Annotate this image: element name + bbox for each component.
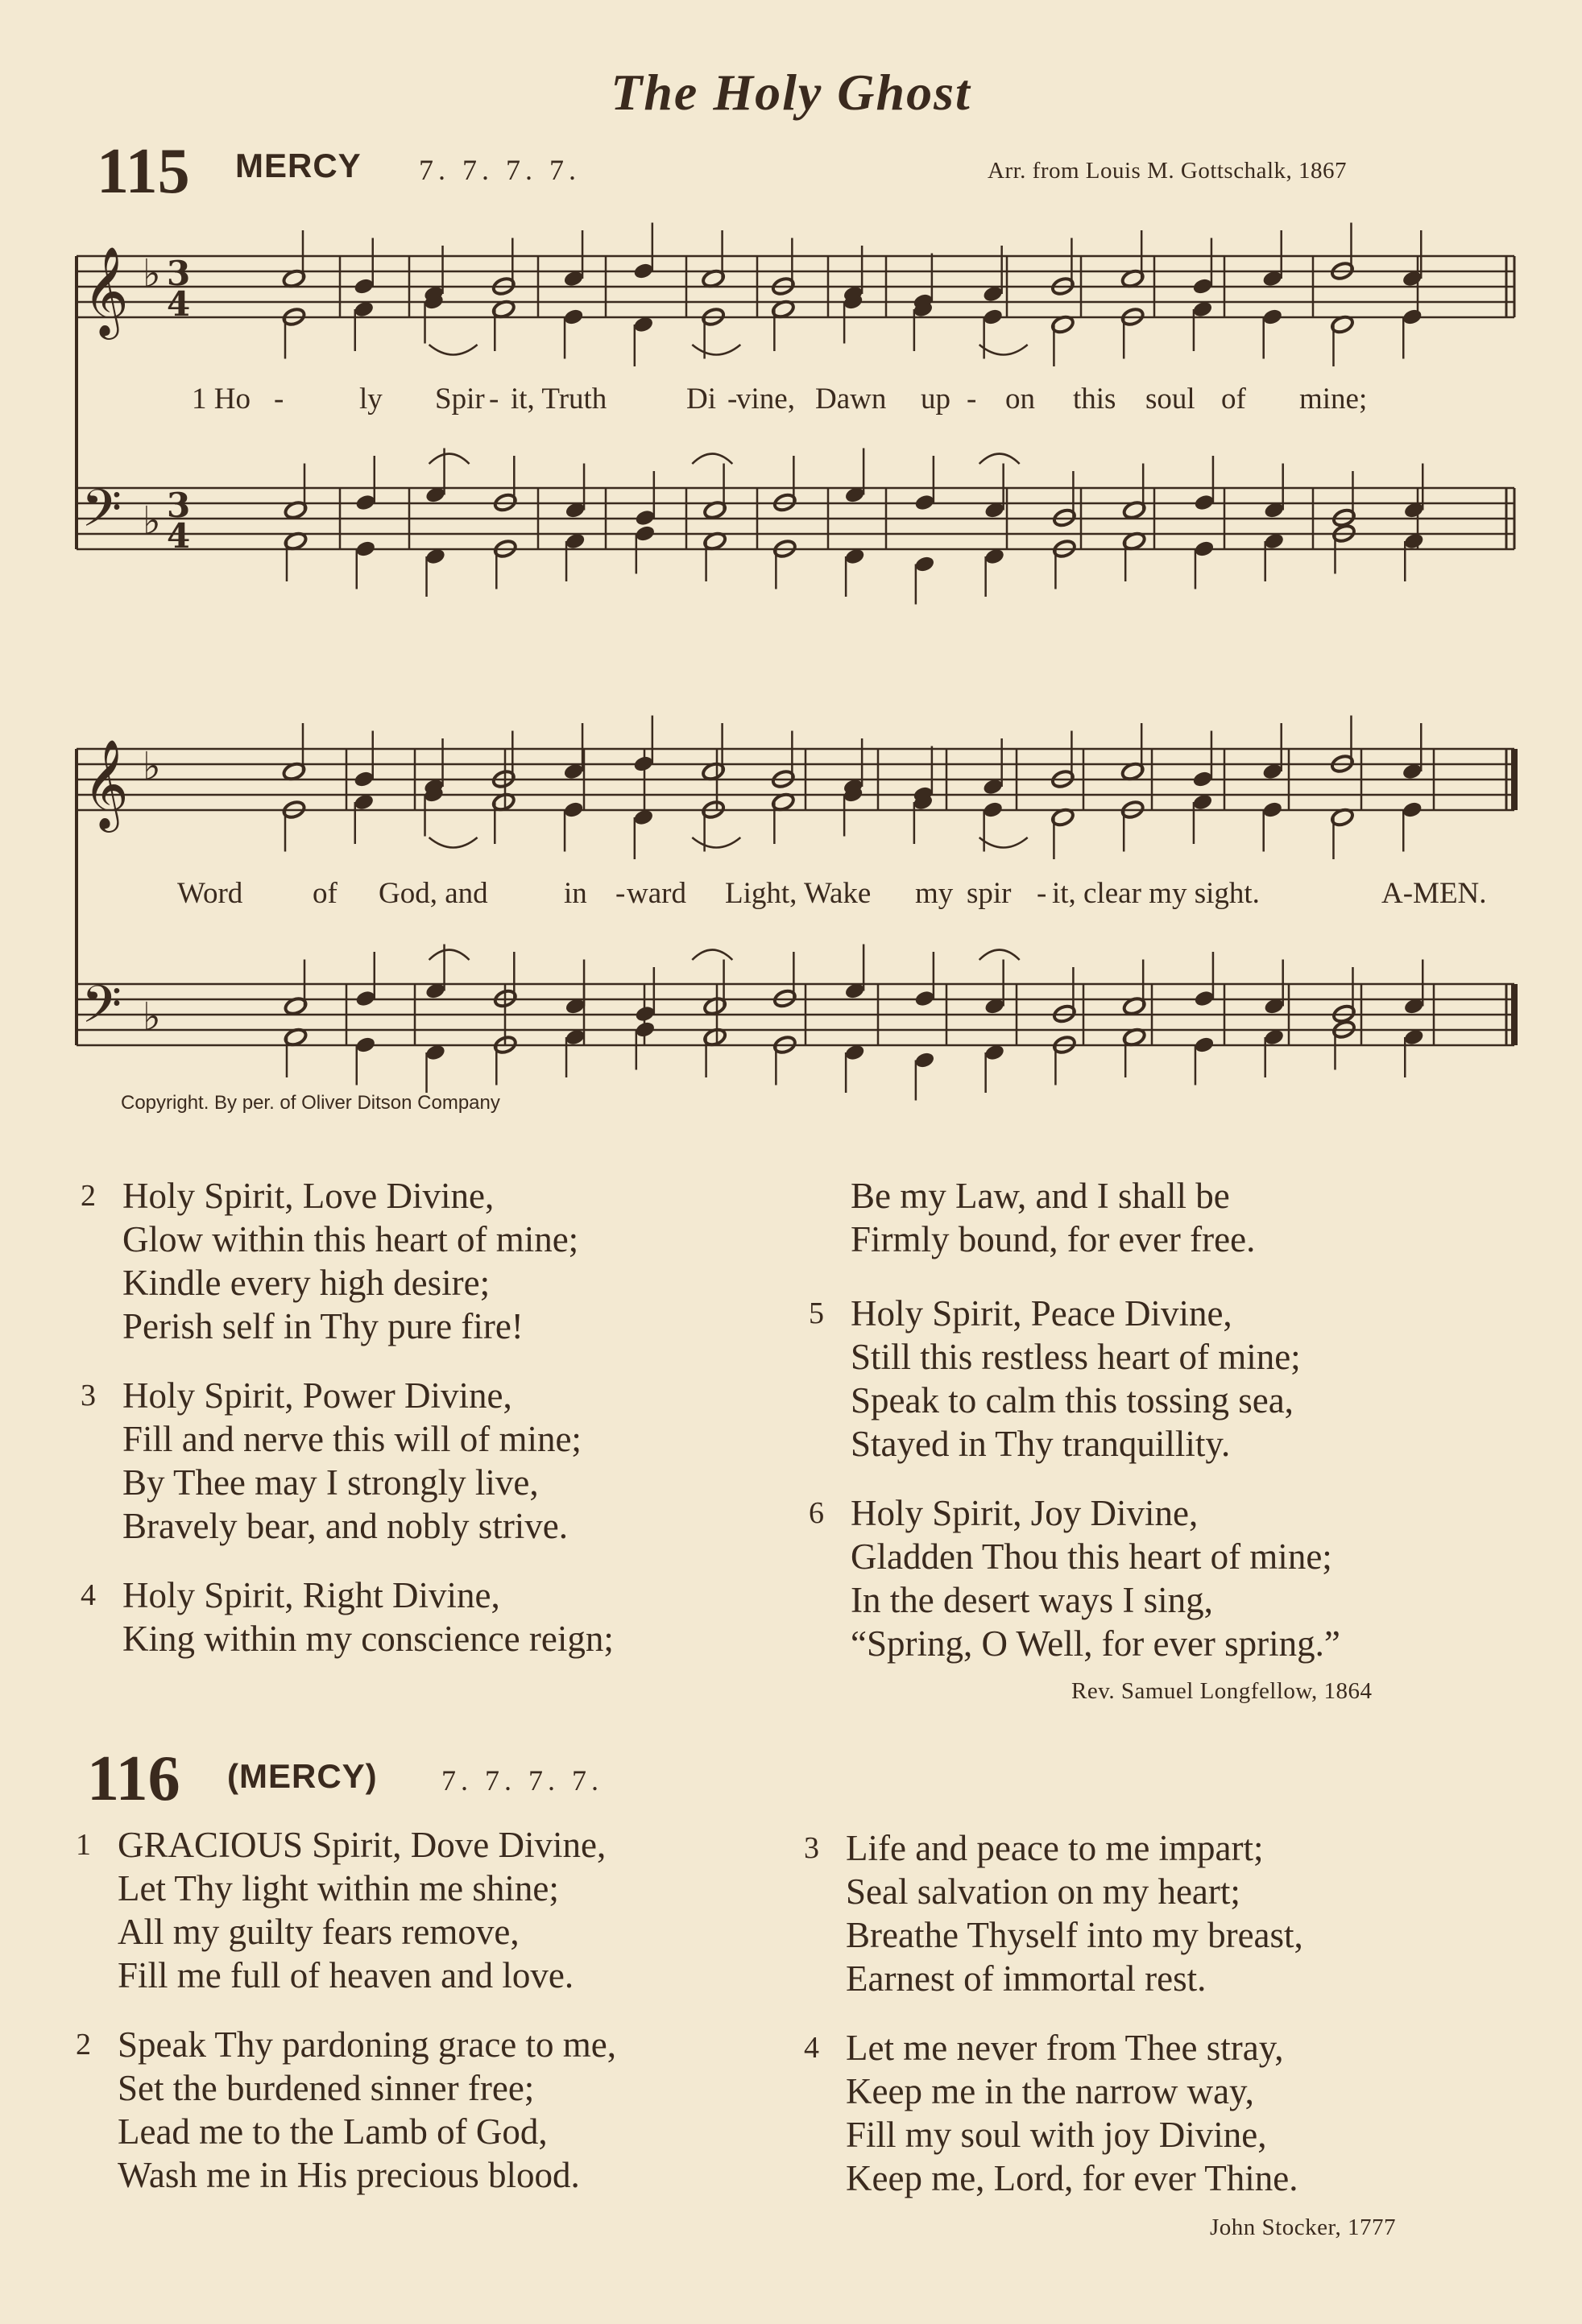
slur — [429, 345, 478, 355]
note-head — [1193, 540, 1215, 558]
hymn-number-115: 115 — [97, 136, 190, 207]
note-head — [913, 555, 935, 573]
slur — [429, 837, 478, 848]
verse-line: Fill and nerve this will of mine; — [122, 1419, 582, 1459]
note-head — [1193, 493, 1215, 511]
note-head — [632, 755, 654, 773]
verse-115-5 — [809, 1292, 1301, 1466]
flat-key-icon: ♭ — [143, 251, 161, 296]
slur — [692, 837, 740, 848]
verse-number: 1 — [76, 1828, 91, 1862]
time-signature-bottom: 4 — [167, 284, 191, 324]
note-head — [353, 277, 375, 296]
note-head — [913, 493, 935, 511]
note-head — [982, 800, 1004, 819]
verse-line: Holy Spirit, Right Divine, — [122, 1575, 500, 1615]
verse-line: Lead me to the Lamb of God, — [118, 2111, 548, 2152]
lyric-syllable: A-MEN. — [1381, 877, 1487, 910]
lyric-syllable: in — [564, 877, 587, 910]
note-head — [634, 1020, 656, 1039]
note-head — [1193, 989, 1215, 1007]
verse-116-4 — [804, 2026, 1298, 2200]
music-score — [0, 0, 1582, 1127]
lyric-syllable: ward — [627, 877, 686, 910]
treble-clef-icon: 𝄞 — [83, 738, 129, 829]
verse-number: 3 — [81, 1379, 96, 1412]
slur — [979, 950, 1020, 961]
lyric-syllable: this — [1073, 383, 1116, 416]
note-head — [1261, 800, 1283, 819]
verse-number: 5 — [809, 1296, 824, 1330]
lyric-syllable: Spir — [435, 383, 485, 416]
verse-line: “Spring, O Well, for ever spring.” — [851, 1623, 1340, 1664]
flat-key-icon: ♭ — [143, 744, 161, 789]
lyric-syllable: Di — [686, 383, 716, 416]
note-head — [1191, 770, 1213, 788]
slur — [692, 950, 732, 961]
verse-line: By Thee may I strongly live, — [122, 1462, 539, 1503]
note-head — [634, 508, 656, 527]
note-head — [354, 989, 376, 1007]
note-head — [354, 1036, 376, 1054]
lyric-syllable: of — [313, 877, 338, 910]
note-head — [1402, 800, 1423, 819]
lyric-syllable: it, Truth — [511, 383, 607, 416]
verse-line: Holy Spirit, Peace Divine, — [851, 1293, 1232, 1334]
note-head — [354, 540, 376, 558]
note-head — [1402, 308, 1423, 326]
verse-line: Perish self in Thy pure fire! — [122, 1306, 524, 1346]
slur — [429, 454, 470, 465]
slur — [979, 345, 1028, 355]
verse-line: Holy Spirit, Love Divine, — [122, 1176, 495, 1216]
note-head — [1261, 308, 1283, 326]
note-head — [913, 1051, 935, 1069]
verse-number: 4 — [81, 1578, 96, 1612]
meter-115: 7. 7. 7. 7. — [419, 154, 581, 186]
note-head — [913, 989, 935, 1007]
verse-number: 2 — [81, 1179, 96, 1213]
section-title: The Holy Ghost — [611, 64, 971, 121]
verse-line: Gladden Thou this heart of mine; — [851, 1536, 1332, 1577]
slur — [979, 837, 1028, 848]
copyright-notice: Copyright. By per. of Oliver Ditson Company — [121, 1092, 500, 1114]
lyric-syllable: up — [921, 383, 950, 416]
flat-key-icon: ♭ — [143, 498, 161, 544]
lyric-syllable: spir — [967, 877, 1012, 910]
verse-115-3 — [81, 1374, 582, 1548]
verse-line: Fill my soul with joy Divine, — [846, 2115, 1267, 2155]
lyric-syllable: Dawn — [815, 383, 887, 416]
verse-line: Holy Spirit, Power Divine, — [122, 1375, 512, 1416]
verse-line: Seal salvation on my heart; — [846, 1871, 1240, 1912]
note-head — [634, 1004, 656, 1023]
time-signature-top: 3 — [167, 254, 191, 293]
verse-115-6 — [809, 1491, 1340, 1665]
verse-line: Let me never from Thee stray, — [846, 2028, 1284, 2068]
lyric-syllable: - — [727, 383, 738, 416]
note-head — [353, 770, 375, 788]
verse-116-1 — [76, 1823, 607, 1997]
tune-name-116: (MERCY) — [227, 1757, 378, 1795]
note-head — [562, 800, 584, 819]
lyric-syllable: on — [1005, 383, 1035, 416]
slur — [979, 454, 1020, 465]
verse-115-4 — [81, 1573, 614, 1660]
verse-number: 4 — [804, 2031, 819, 2065]
lyric-syllable: of — [1221, 383, 1246, 416]
verse-line: GRACIOUS Spirit, Dove Divine, — [118, 1825, 607, 1865]
time-signature-top: 3 — [167, 486, 191, 525]
lyric-syllable: my — [915, 877, 954, 910]
verse-line: Still this restless heart of mine; — [851, 1337, 1301, 1377]
verse-line: Keep me in the narrow way, — [846, 2071, 1254, 2111]
verse-line: Be my Law, and I shall be — [851, 1176, 1230, 1216]
lyric-syllable: Word — [177, 877, 243, 910]
verse-line: Holy Spirit, Joy Divine, — [851, 1493, 1199, 1533]
composer-credit-115: Arr. from Louis M. Gottschalk, 1867 — [988, 158, 1348, 184]
lyric-syllable: it, clear my sight. — [1052, 877, 1260, 910]
lyric-syllable: soul — [1145, 383, 1195, 416]
verse-number: 3 — [804, 1831, 819, 1865]
slur — [429, 950, 470, 961]
verse-line: Keep me, Lord, for ever Thine. — [846, 2158, 1298, 2198]
hymn-number-116: 116 — [87, 1743, 180, 1814]
note-head — [1191, 277, 1213, 296]
lyric-syllable: mine; — [1299, 383, 1368, 416]
verse-line: Stayed in Thy tranquillity. — [851, 1424, 1231, 1464]
verse-line: Firmly bound, for ever free. — [851, 1219, 1256, 1259]
lyric-syllable: - — [274, 383, 284, 416]
verse-line: Earnest of immortal rest. — [846, 1958, 1207, 1999]
bass-clef-icon: 𝄢 — [81, 479, 122, 552]
tune-name-115: MERCY — [235, 147, 362, 184]
note-head — [1193, 1036, 1215, 1054]
time-signature-bottom: 4 — [167, 516, 191, 556]
lyric-syllable: ly — [359, 383, 383, 416]
verse-116-2 — [76, 2023, 616, 2197]
verse-line: Life and peace to me impart; — [846, 1828, 1264, 1868]
verse-line: Wash me in His precious blood. — [118, 2155, 580, 2195]
verse-line: Kindle every high desire; — [122, 1263, 491, 1303]
note-head — [982, 308, 1004, 326]
note-head — [562, 308, 584, 326]
lyric-syllable: - — [615, 877, 626, 910]
verse-116-3 — [804, 1826, 1303, 2000]
verse-line: All my guilty fears remove, — [118, 1912, 520, 1952]
flat-key-icon: ♭ — [143, 995, 161, 1040]
verse-line: Speak Thy pardoning grace to me, — [118, 2024, 616, 2065]
verse-line: In the desert ways I sing, — [851, 1580, 1213, 1620]
author-credit-116: John Stocker, 1777 — [1210, 2214, 1396, 2240]
verse-line: Glow within this heart of mine; — [122, 1219, 579, 1259]
treble-clef-icon: 𝄞 — [83, 246, 129, 336]
verse-line: Let Thy light within me shine; — [118, 1868, 559, 1908]
verse-line: Set the burdened sinner free; — [118, 2068, 535, 2108]
note-head — [632, 262, 654, 280]
note-head — [634, 524, 656, 543]
verse-number: 6 — [809, 1496, 824, 1530]
lyric-syllable: vine, — [736, 383, 795, 416]
verse-line: King within my conscience reign; — [122, 1619, 614, 1659]
lyric-syllable: - — [489, 383, 499, 416]
slur — [692, 454, 732, 465]
lyric-syllable: - — [1037, 877, 1047, 910]
author-credit-115: Rev. Samuel Longfellow, 1864 — [1071, 1678, 1373, 1704]
verse-line: Fill me full of heaven and love. — [118, 1955, 574, 1995]
lyric-syllable: - — [967, 383, 977, 416]
slur — [692, 345, 740, 355]
verse-line: Bravely bear, and nobly strive. — [122, 1506, 569, 1546]
lyric-syllable: 1 Ho — [192, 383, 251, 416]
verse-115-2 — [81, 1174, 579, 1348]
verse-line: Speak to calm this tossing sea, — [851, 1380, 1294, 1420]
bass-clef-icon: 𝄢 — [81, 975, 122, 1048]
verse-number: 2 — [76, 2028, 91, 2061]
meter-116: 7. 7. 7. 7. — [441, 1764, 603, 1797]
note-head — [354, 493, 376, 511]
verse-line: Breathe Thyself into my breast, — [846, 1915, 1303, 1955]
verse-115-4-cont — [851, 1174, 1255, 1261]
lyric-syllable: Light, Wake — [725, 877, 872, 910]
lyric-syllable: God, and — [379, 877, 488, 910]
